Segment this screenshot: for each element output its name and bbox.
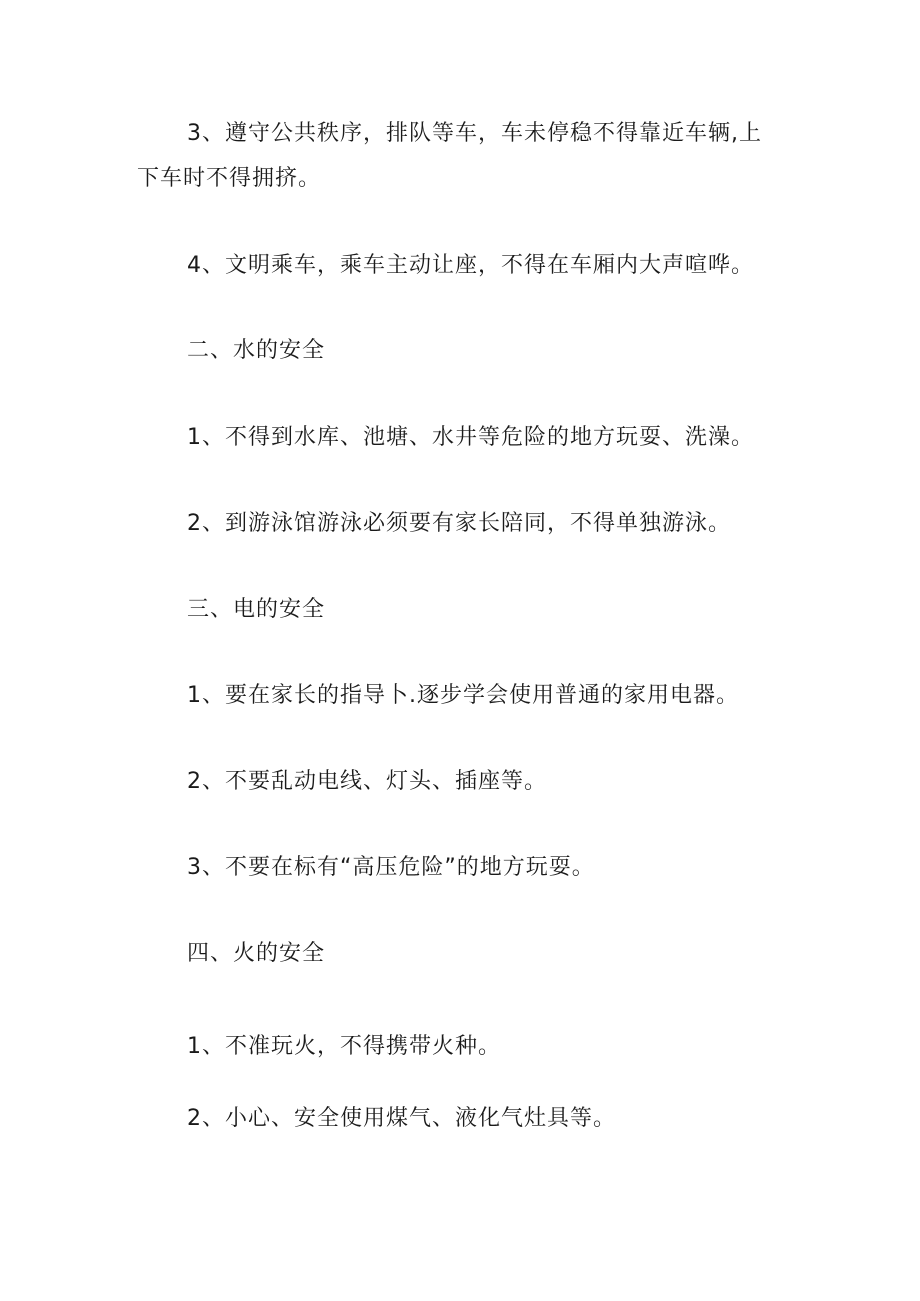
paragraph-rule-3-line-1: 3、遵守公共秩序，排队等车，车未停稳不得靠近车辆,上 (187, 121, 762, 146)
paragraph-rule-3-line-2: 下车时不得拥挤。 (137, 166, 322, 191)
electricity-rule-1: 1、要在家长的指导卜.逐步学会使用普通的家用电器。 (187, 683, 739, 708)
section-heading-water: 二、水的安全 (187, 338, 326, 363)
water-rule-1: 1、不得到水库、池塘、水井等危险的地方玩耍、洗澡。 (187, 425, 754, 450)
water-rule-2: 2、到游泳馆游泳必须要有家长陪同，不得单独游泳。 (187, 511, 731, 536)
electricity-rule-2: 2、不要乱动电线、灯头、插座等。 (187, 769, 547, 794)
fire-rule-1: 1、不准玩火，不得携带火种。 (187, 1034, 501, 1059)
electricity-rule-3: 3、不要在标有“高压危险”的地方玩耍。 (187, 855, 595, 880)
fire-rule-2: 2、小心、安全使用煤气、液化气灶具等。 (187, 1106, 616, 1131)
paragraph-rule-4: 4、文明乘车，乘车主动让座，不得在车厢内大声喧哗。 (187, 253, 754, 278)
section-heading-electricity: 三、电的安全 (187, 597, 326, 622)
section-heading-fire: 四、火的安全 (187, 941, 326, 966)
